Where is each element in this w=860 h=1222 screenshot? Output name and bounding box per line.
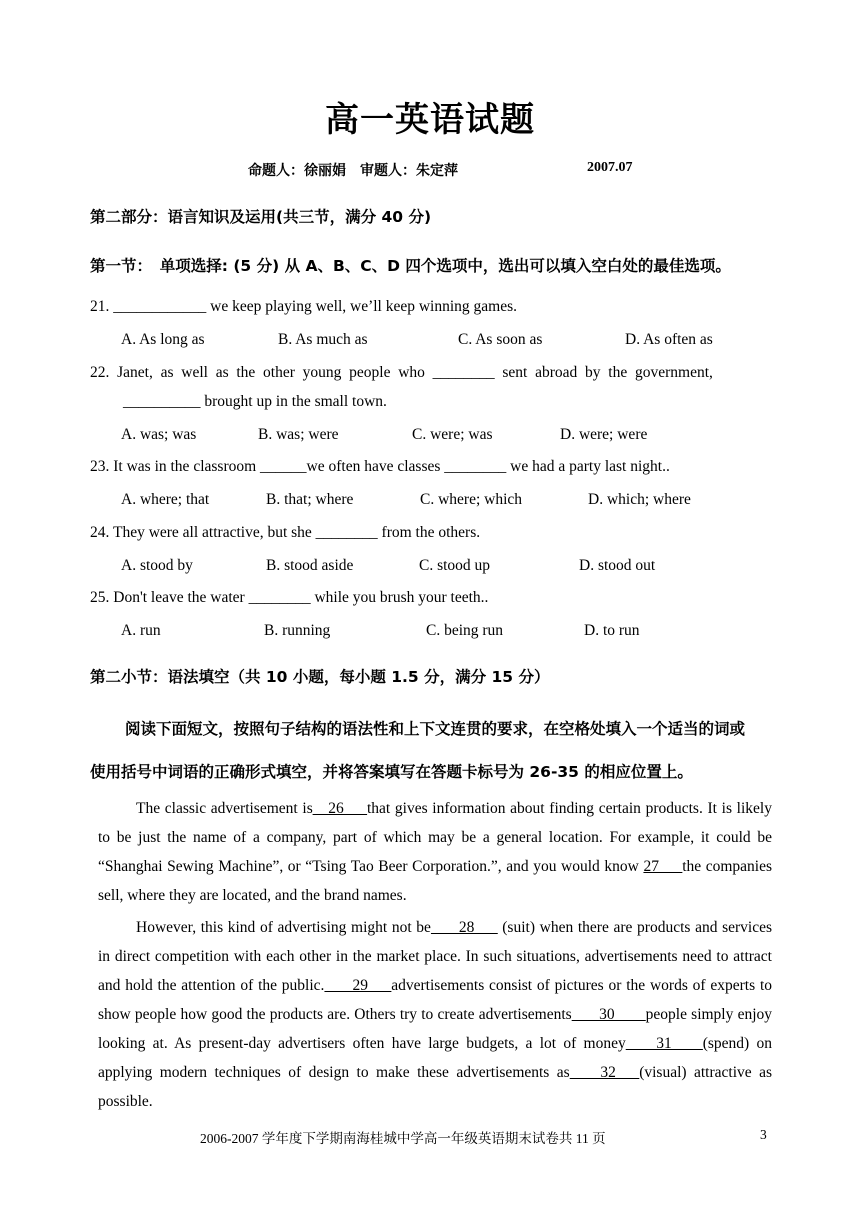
passage-text: that gives information about finding certain products. It is likely to be just the name of a company, part of which may be a general location. For example, it could be “Shanghai Sewing Machine”, or “Tsing Tao Beer Corporation.”, and you would know [98,800,772,875]
blank-29[interactable]: ___29___ [324,977,392,994]
q23-option-a: A. where; that [121,491,210,508]
q21-option-b: B. As much as [278,331,368,348]
blank-28[interactable]: ___28___ [430,919,498,936]
question-21-stem: 21. ____________ we keep playing well, we’ll keep winning games. [90,298,518,315]
q24-option-d: D. stood out [579,557,656,574]
passage-paragraph-2 [98,913,772,1116]
blank-30[interactable]: ___30____ [571,1006,646,1023]
q25-option-a: A. run [121,622,161,639]
q24-option-c: C. stood up [419,557,491,574]
q21-option-a: A. As long as [121,331,205,348]
blank-32[interactable]: ___32___ [569,1064,640,1081]
question-22-stem-line2: __________ brought up in the small town. [123,393,387,410]
passage-text: people simply enjoy looking at. As present-day advertisers often have large budgets, a lot of money [98,1006,773,1052]
passage-text: advertisements consist of pictures or the words of experts to show people how good the products are. Others try to create advertisements [98,977,773,1023]
q24-option-b: B. stood aside [266,557,354,574]
passage-text: The classic advertisement is [136,800,313,817]
authors-line: 命题人：徐丽娟 审题人：朱定萍 [248,164,458,179]
instruction-line-2: 使用括号中词语的正确形式填空，并将答案填写在答题卡标号为 26-35 的相应位置上。 [90,763,693,781]
q21-option-d: D. As often as [625,331,713,348]
passage-paragraph-1 [98,794,772,910]
q22-option-c: C. were; was [412,426,493,443]
blank-26[interactable]: __26___ [312,800,367,817]
q25-option-b: B. running [264,622,331,639]
part2-heading: 第二部分：语言知识及运用(共三节，满分 40 分) [90,208,432,226]
exam-date: 2007.07 [587,160,633,175]
q23-option-d: D. which; where [588,491,691,508]
question-23-stem: 23. It was in the classroom ______we often have classes ________ we had a party last night.. [90,458,670,475]
q23-option-b: B. that; where [266,491,354,508]
page-number: 3 [760,1127,767,1142]
question-22-stem-line1: 22. Janet, as well as the other young people who ________ sent abroad by the government, [90,364,713,381]
q25-option-c: C. being run [426,622,504,639]
blank-31[interactable]: ___31____ [625,1035,703,1052]
passage-text: (suit) when there are products and services in direct competition with each other in the market place. In such situations, advertisements need to attract and hold the attention of the public. [98,919,773,994]
q22-option-a: A. was; was [121,426,197,443]
section2-heading: 第二小节：语法填空（共 10 小题，每小题 1.5 分，满分 15 分） [90,668,550,686]
q23-option-c: C. where; which [420,491,523,508]
q21-option-c: C. As soon as [458,331,543,348]
q24-option-a: A. stood by [121,557,193,574]
passage-text: (visual) attractive as possible. [98,1064,773,1110]
instruction-line-1: 阅读下面短文，按照句子结构的语法性和上下文连贯的要求，在空格处填入一个适当的词或 [125,720,746,738]
exam-title: 高一英语试题 [325,100,535,140]
q25-option-d: D. to run [584,622,640,639]
q22-option-d: D. were; were [560,426,648,443]
q22-option-b: B. was; were [258,426,339,443]
blank-27[interactable]: 27___ [643,858,683,875]
passage-text: (spend) on applying modern techniques of design to make these advertisements as [98,1035,772,1081]
section1-heading: 第一节： 单项选择: (5 分) 从 A、B、C、D 四个选项中，选出可以填入空白处的最佳选项。 [90,257,731,275]
page-footer: 2006-2007 学年度下学期南海桂城中学高一年级英语期末试卷共 11 页 [200,1131,606,1146]
question-25-stem: 25. Don't leave the water ________ while you brush your teeth.. [90,589,489,606]
passage-text: the companies sell, where they are located, and the brand names. [98,858,772,904]
passage-text: However, this kind of advertising might not be [136,919,431,936]
question-24-stem: 24. They were all attractive, but she ________ from the others. [90,524,481,541]
